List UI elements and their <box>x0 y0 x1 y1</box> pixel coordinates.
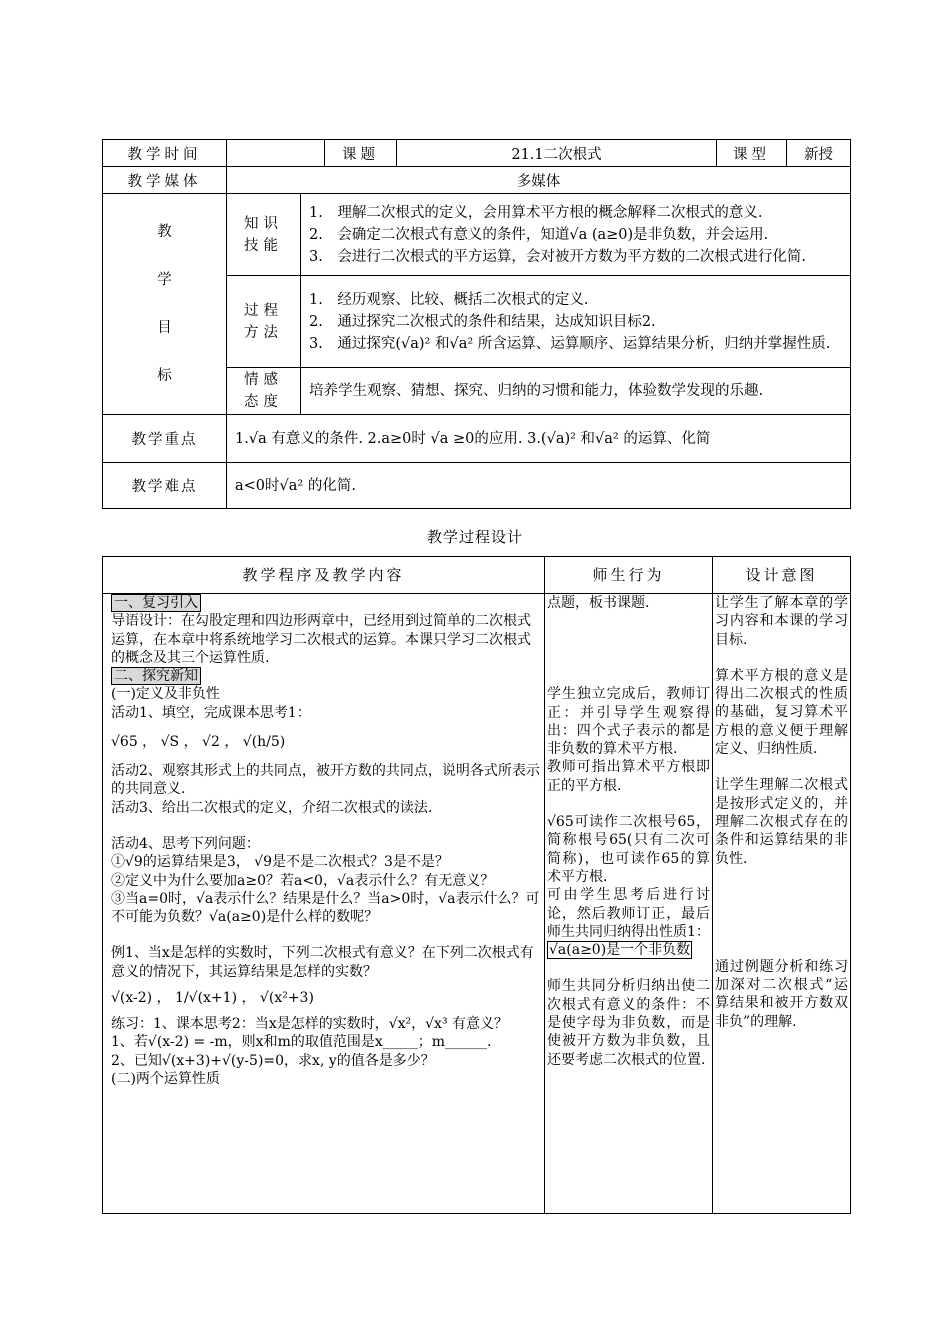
time-value <box>227 140 325 167</box>
knowledge-row <box>227 194 851 276</box>
subsection-definition: (一)定义及非负性 <box>111 686 220 703</box>
process-label-2: 方法 <box>244 324 283 341</box>
process-row <box>227 276 851 368</box>
example-1-expressions: √(x-2) ， 1/√(x+1) ， √(x²+3) <box>111 990 314 1007</box>
key-points-text: 1.√a 有意义的条件. 2.a≥0时 √a ≥0的应用. 3.(√a)² 和√a² 的运算、化简 <box>227 415 851 463</box>
process-item-2: 2. 通过探究二次根式的条件和结果，达成知识目标2. <box>309 313 656 330</box>
goals-side-3: 目 <box>157 320 172 336</box>
attitude-row <box>227 368 851 415</box>
header-intent: 设计意图 <box>713 557 851 594</box>
attitude-text: 培养学生观察、猜想、探究、归纳的习惯和能力，体验数学发现的乐趣. <box>309 383 764 399</box>
teacher-4: √65可读作二次根号65，简称根号65(只有二次可简称)，也可读作65的算术平方根. <box>547 814 710 885</box>
topic-value: 21.1二次根式 <box>397 140 717 167</box>
difficult-points-label: 教学难点 <box>103 463 227 509</box>
activity-4: 活动4、思考下列问题： <box>111 835 260 852</box>
intent-3: 让学生理解二次根式是按形式定义的，并理解二次根式存在的条件和运算结果的非负性. <box>715 777 848 867</box>
process-design-table <box>102 556 851 1214</box>
practice-3: 2、已知√(x+3)+√(y-5)=0，求x, y的值各是多少？ <box>111 1052 435 1069</box>
subsection-properties: (二)两个运算性质 <box>111 1070 220 1087</box>
attitude-label-1: 情感 <box>244 372 283 388</box>
topic-label: 课题 <box>325 140 397 167</box>
media-value: 多媒体 <box>227 167 851 194</box>
example-1: 例1、当x是怎样的实数时，下列二次根式有意义？在下列二次根式有意义的情况下，其运算结果是怎样的实数？ <box>111 945 534 980</box>
goals-side-4: 标 <box>157 368 172 384</box>
attitude-label-2: 态度 <box>244 394 283 410</box>
teacher-cell <box>545 594 713 1214</box>
knowledge-item-2: 2. 会确定二次根式有意义的条件，知道√a (a≥0)是非负数，并会运用. <box>309 226 769 243</box>
knowledge-item-1: 1. 理解二次根式的定义，会用算术平方根的概念解释二次根式的意义. <box>309 204 763 221</box>
content-cell <box>103 594 545 1214</box>
intent-4: 通过例题分析和练习加深对二次根式“运算结果和被开方数双非负”的理解. <box>715 958 848 1030</box>
question-2: ②定义中为什么要加a≥0？若a<0，√a表示什么？有无意义？ <box>111 872 495 889</box>
process-item-3: 3. 通过探究(√a)² 和√a² 所含运算、运算顺序、运算结果分析，归纳并掌握性质. <box>309 335 831 352</box>
teacher-1: 点题，板书课题. <box>547 595 650 611</box>
process-item-1: 1. 经历观察、比较、概括二次根式的定义. <box>309 291 589 308</box>
teacher-6: 师生共同分析归纳出使二次根式有意义的条件：不是使字母为非负数，而是使被开方数为非负数，且还要考虑二次根式的位置. <box>547 978 710 1068</box>
activity-2: 活动2、观察其形式上的共同点，被开方数的共同点，说明各式所表示的共同意义. <box>111 763 540 798</box>
teacher-5: 可由学生思考后进行讨论，然后教师订正，最后师生共同归纳得出性质1： <box>547 887 710 940</box>
process-label-1: 过程 <box>244 302 283 319</box>
knowledge-item-3: 3. 会进行二次根式的平方运算，会对被开方数为平方数的二次根式进行化简. <box>309 248 806 265</box>
header-teacher: 师生行为 <box>545 557 713 594</box>
property-1-box: √a(a≥0)是一个非负数 <box>549 942 691 959</box>
time-label: 教学时间 <box>103 140 227 167</box>
intent-2: 算术平方根的意义是得出二次根式的性质的基础，复习算术平方根的意义便于理解定义、归纳性质. <box>715 667 848 758</box>
intent-cell <box>713 594 851 1214</box>
practice-1: 练习：1、课本思考2：当x是怎样的实数时，√x²，√x³ 有意义？ <box>111 1016 509 1033</box>
knowledge-label-1: 知识 <box>244 215 283 232</box>
section-explore-heading: 二、探究新知 <box>111 667 201 685</box>
goals-side-2: 学 <box>157 272 172 288</box>
lesson-info-table <box>102 139 851 509</box>
type-value: 新授 <box>787 140 851 167</box>
question-3: ③当a=0时，√a表示什么？结果是什么？当a>0时，√a表示什么？可不可能为负数？√a(a≥0)是什么样的数呢？ <box>111 890 540 926</box>
teacher-2: 学生独立完成后，教师订正：并引导学生观察得出：四个式子表示的都是非负数的算术平方根. <box>547 686 710 758</box>
knowledge-label-2: 技能 <box>244 237 283 254</box>
intent-1: 让学生了解本章的学习内容和本课的学习目标. <box>715 595 848 648</box>
teacher-3: 教师可指出算术平方根即正的平方根. <box>547 759 710 794</box>
media-label: 教学媒体 <box>103 167 227 194</box>
key-points-label: 教学重点 <box>103 415 227 463</box>
type-label: 课型 <box>717 140 787 167</box>
intro-paragraph: 导语设计：在勾股定理和四边形两章中，已经用到过简单的二次根式运算，在本章中将系统地学习二次根式的运算。本课只学习二次根式的概念及其三个运算性质. <box>111 613 531 666</box>
section-review-heading: 一、复习引入 <box>111 594 201 612</box>
question-1: ①√9的运算结果是3， √9是不是二次根式？3是不是？ <box>111 854 449 871</box>
activity-3: 活动3、给出二次根式的定义，介绍二次根式的读法. <box>111 799 433 816</box>
header-content: 教学程序及教学内容 <box>103 557 545 594</box>
difficult-points-text: a<0时√a² 的化简. <box>227 463 851 509</box>
process-design-title: 教学过程设计 <box>426 528 523 546</box>
practice-2: 1、若√(x-2) = -m，则x和m的取值范围是x_____；m______. <box>111 1034 492 1051</box>
goals-side-1: 教 <box>157 224 172 240</box>
goals-side-cell <box>103 194 227 415</box>
roots-line: √65 ， √S ， √2 ， √(h/5) <box>111 734 286 751</box>
activity-1: 活动1、填空，完成课本思考1： <box>111 704 311 721</box>
